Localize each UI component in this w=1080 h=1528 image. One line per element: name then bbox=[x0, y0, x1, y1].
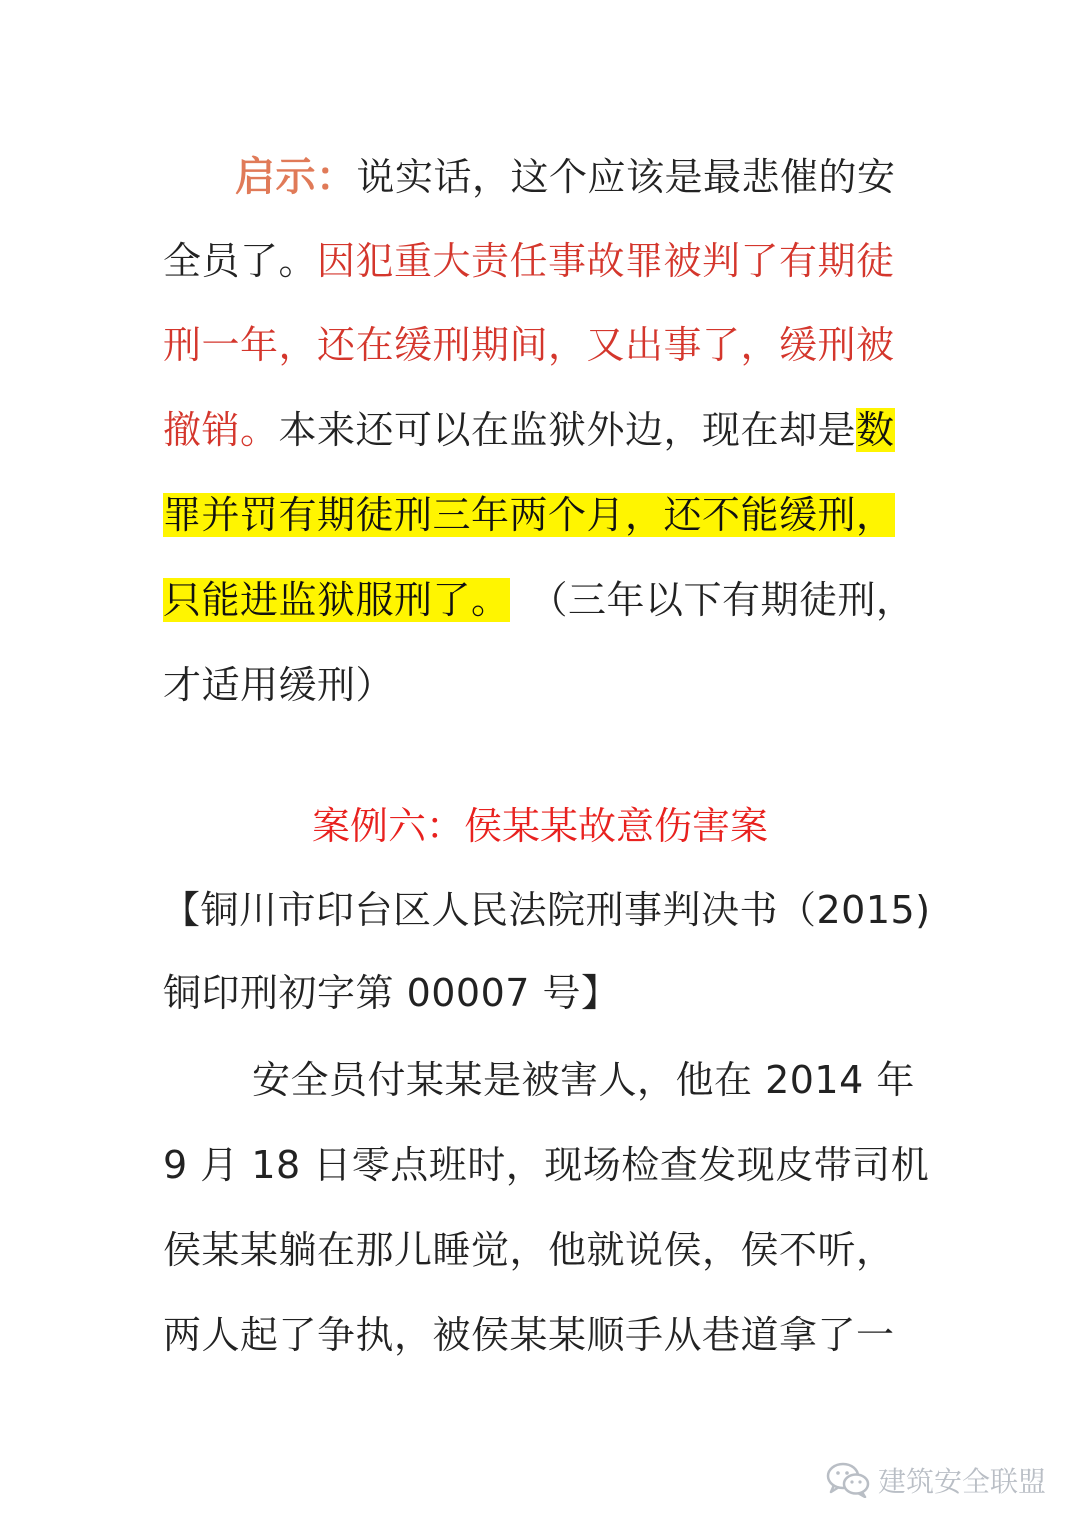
insight-line-5 bbox=[163, 490, 895, 540]
insight-line-1 bbox=[235, 152, 896, 202]
case-paragraph-line-1: 安全员付某某是被害人，他在 2014 年 bbox=[252, 1058, 915, 1102]
insight-lead: 启示： bbox=[235, 154, 357, 200]
wechat-icon bbox=[826, 1462, 870, 1498]
case-paragraph-line-2: 9 月 18 日零点班时，现场检查发现皮带司机 bbox=[163, 1143, 930, 1187]
watermark-text: 建筑安全联盟 bbox=[877, 1465, 1046, 1498]
insight-text: 全员了。 bbox=[163, 239, 318, 283]
case-citation-line-1: 【铜川市印台区人民法院刑事判决书（2015) bbox=[162, 888, 931, 932]
insight-text: 说实话，这个应该是最悲催的安 bbox=[356, 155, 896, 199]
insight-line-6 bbox=[163, 575, 915, 625]
insight-line-2 bbox=[163, 236, 895, 286]
insight-highlight: 罪并罚有期徒刑三年两个月，还不能缓刑， bbox=[163, 493, 895, 537]
insight-line-7: 才适用缓刑） bbox=[163, 663, 395, 707]
insight-line-3: 刑一年，还在缓刑期间，又出事了，缓刑被 bbox=[163, 323, 895, 367]
case-title: 案例六：侯某某故意伤害案 bbox=[311, 804, 768, 848]
insight-red-text: 撤销。 bbox=[163, 408, 279, 452]
case-paragraph-line-4: 两人起了争执，被侯某某顺手从巷道拿了一 bbox=[163, 1313, 895, 1357]
insight-red-text: 因犯重大责任事故罪被判了有期徒 bbox=[317, 239, 895, 283]
insight-text: （三年以下有期徒刑， bbox=[529, 578, 915, 622]
watermark bbox=[826, 1460, 1046, 1500]
insight-highlight: 只能进监狱服刑了。 bbox=[163, 578, 510, 622]
case-paragraph-line-3: 侯某某躺在那儿睡觉，他就说侯，侯不听， bbox=[163, 1228, 895, 1272]
insight-text: 本来还可以在监狱外边，现在却是 bbox=[278, 408, 857, 452]
case-citation-line-2: 铜印刑初字第 00007 号】 bbox=[163, 971, 620, 1015]
insight-highlight: 数 bbox=[856, 408, 895, 452]
insight-line-4 bbox=[163, 405, 895, 455]
